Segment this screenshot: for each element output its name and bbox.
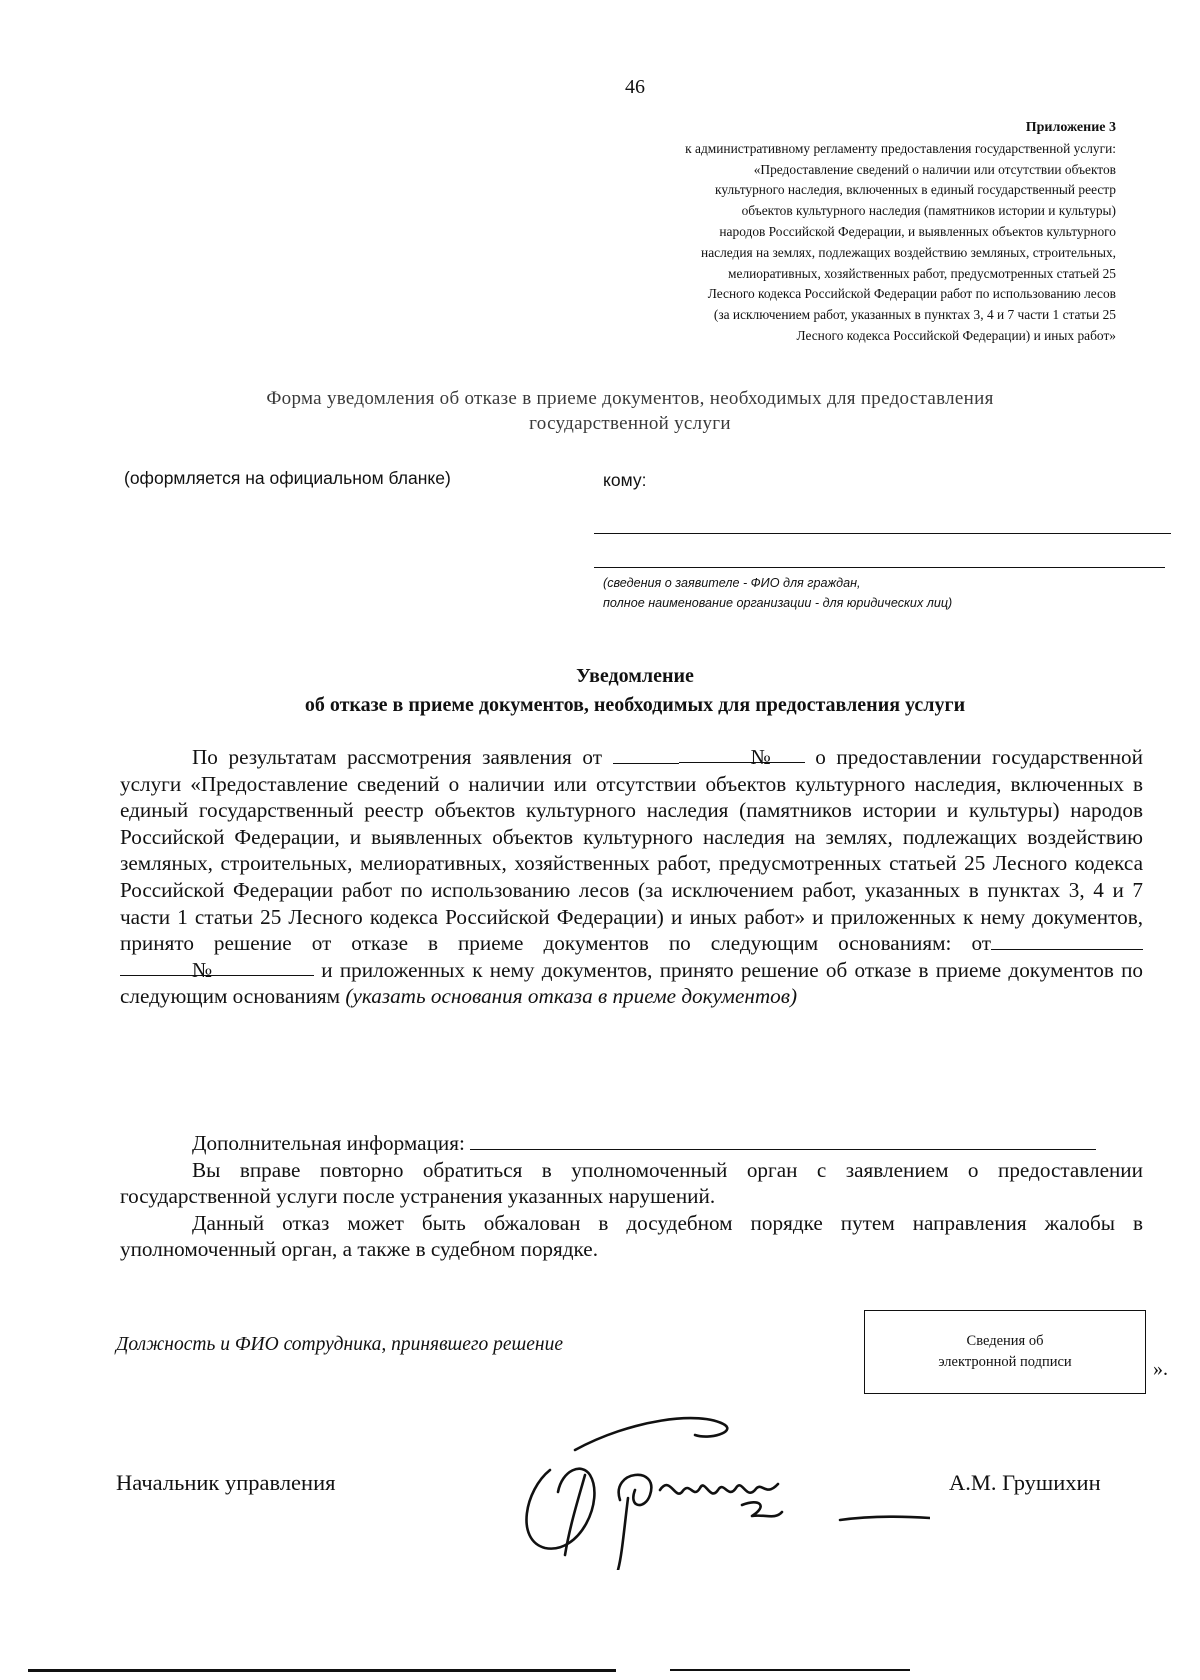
form-title-line: государственной услуги (529, 413, 731, 434)
footer-line-left (28, 1669, 616, 1672)
appendix-line: народов Российской Федерации, и выявленных объектов культурного (719, 223, 1116, 239)
decision-number-field (120, 957, 314, 982)
closing-quote: ». (1153, 1358, 1168, 1380)
recipient-line-1 (594, 533, 1171, 534)
decision-date-field (991, 931, 1143, 950)
application-date-field (613, 745, 679, 764)
reapply-text: Вы вправе повторно обратиться в уполномоченный орган с заявлением о предоставлении государственной услуги после устранения указанных нарушений. (120, 1157, 1143, 1209)
body-part-3: и приложенных к нему документов, принято решение об отказе в приеме документов по следующим основаниям (120, 957, 1144, 1009)
form-title-line: Форма уведомления об отказе в приеме документов, необходимых для предоставления (266, 388, 994, 409)
handwritten-signature (510, 1380, 930, 1570)
notice-title-line: Уведомление (576, 665, 694, 687)
signer-position: Начальник управления (116, 1470, 336, 1495)
esig-line: электронной подписи (938, 1354, 1072, 1370)
form-title (150, 386, 1110, 436)
appendix-line: культурного наследия, включенных в единый государственный реестр (715, 182, 1116, 198)
esig-line: Сведения об (966, 1333, 1044, 1349)
official-blank-note: (оформляется на официальном бланке) (124, 468, 451, 488)
notice-body (120, 744, 1143, 1010)
additional-info-field (470, 1131, 1096, 1150)
body-part-1: По результатам рассмотрения заявления от (192, 745, 602, 769)
number-sign: № (750, 745, 771, 769)
signer-name: А.М. Грушихин (949, 1470, 1101, 1495)
from-label: от (971, 931, 992, 956)
recipient-line-2 (594, 567, 1165, 568)
recipient-label: кому: (603, 470, 647, 490)
number-sign: № (192, 957, 213, 982)
notice-title-line: об отказе в приеме документов, необходимых для предоставления услуги (304, 694, 966, 716)
appendix-line: к административному регламенту предоставления государственной услуги: (685, 140, 1116, 156)
additional-section (120, 1130, 1143, 1263)
footer-line-right (670, 1669, 910, 1671)
appendix-line: Лесного кодекса Российской Федерации) и иных работ» (796, 327, 1116, 343)
application-number-field (679, 744, 805, 769)
signer-caption: Должность и ФИО сотрудника, принявшего решение (116, 1334, 564, 1355)
appendix-title: Приложение 3 (1025, 120, 1116, 135)
notice-title (0, 662, 1200, 720)
appendix-line: «Предоставление сведений о наличии или отсутствии объектов (753, 161, 1116, 177)
body-part-2: о предоставлении государственной услуги «Предоставление сведений о наличии или отсутствии объектов культурного наследия, включенных в единый государственный реестр объектов культурного наследия (памятников истории и культуры) народов Российской Федерации, и выявленных объектов культурного наследия на землях, подлежащих воздействию земляных, строительных, мелиоративных, хозяйственных работ, предусмотренных статьей 25 Лесного кодекса Российской Федерации работ по использованию лесов (за исключением работ, указанных в пунктах 3, 4 и 7 части 1 статьи 25 Лесного кодекса Российской Федерации) и иных работ» и приложенных к нему документов, принято решение от отказе в приеме документов по следующим основаниям: (120, 745, 1143, 956)
appendix-line: наследия на землях, подлежащих воздействию земляных, строительных, (701, 244, 1116, 260)
reason-hint: (указать основания отказа в приеме документов) (345, 984, 798, 1009)
additional-info-label: Дополнительная информация: (192, 1131, 465, 1155)
recipient-hint-line: полное наименование организации - для юридических лиц) (603, 596, 953, 610)
appendix-line: мелиоративных, хозяйственных работ, предусмотренных статьей 25 (728, 265, 1116, 281)
appendix-line: (за исключением работ, указанных в пунктах 3, 4 и 7 части 1 статьи 25 (713, 307, 1116, 323)
appendix-line: Лесного кодекса Российской Федерации работ по использованию лесов (707, 286, 1116, 302)
recipient-hint (603, 573, 952, 613)
appeal-text: Данный отказ может быть обжалован в досудебном порядке путем направления жалобы в уполномоченный орган, а также в судебном порядке. (120, 1210, 1143, 1262)
appendix-header (476, 118, 1116, 347)
recipient-hint-line: (сведения о заявителе - ФИО для граждан, (603, 576, 861, 590)
page-number: 46 (625, 76, 645, 98)
appendix-line: объектов культурного наследия (памятников истории и культуры) (741, 203, 1116, 219)
